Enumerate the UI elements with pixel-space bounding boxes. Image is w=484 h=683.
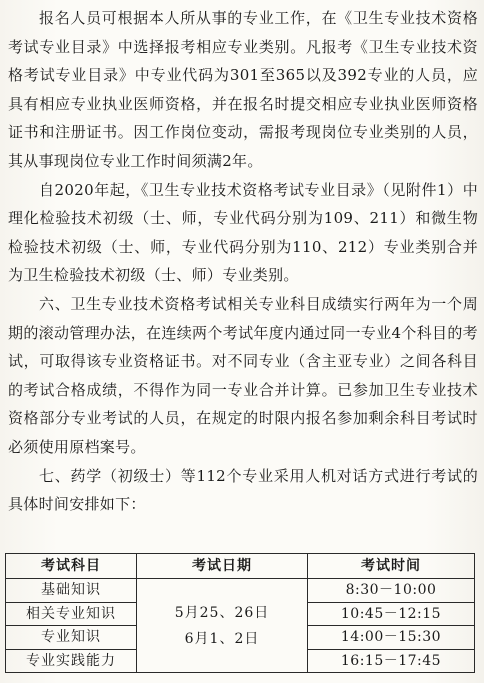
paragraph-section-six: 六、卫生专业技术资格考试相关专业科目成绩实行两年为一个周期的滚动管理办法，在连续两个考试年度内通过同一专业4个科目的考试，可取得该专业资格证书。对不同专业（含主亚专业）之间各科目的考试合格成绩，不得作为同一专业合并计算。已参加卫生专业技术资格部分专业考试的人员，在规定的时限内报名参加剩余科目考试时必须使用原档案号。 xyxy=(8,294,478,456)
date-line: 5月25、26日 xyxy=(174,604,270,621)
subject-cell: 相关专业知识 xyxy=(6,602,137,626)
header-time: 考试时间 xyxy=(308,554,475,579)
time-cell: 14:00－15:30 xyxy=(308,626,475,650)
header-subject: 考试科目 xyxy=(6,554,137,579)
exam-schedule-table-wrap xyxy=(5,553,475,673)
subject-cell: 基础知识 xyxy=(6,579,137,603)
document-body xyxy=(8,4,478,519)
exam-schedule-table xyxy=(5,553,475,673)
subject-cell: 专业知识 xyxy=(6,626,137,650)
subject-cell: 专业实践能力 xyxy=(6,649,137,673)
paragraph-merge-2020: 自2020年起，《卫生专业技术资格考试专业目录》（见附件1）中理化检验技术初级（士、师，专业代码分别为109、211）和微生物检验技术初级（士、师，专业代码分别为110、212）专业类别合并为卫生检验技术初级（士、师）专业类别。 xyxy=(8,180,478,285)
time-cell: 10:45－12:15 xyxy=(308,602,475,626)
date-cell xyxy=(137,579,308,673)
paragraph-registration: 报名人员可根据本人所从事的专业工作，在《卫生专业技术资格考试专业目录》中选择报考相应专业类别。凡报考《卫生专业技术资格考试专业目录》中专业代码为301至365以及392专业的人员，应具有相应专业执业医师资格，并在报名时提交相应专业执业医师资格证书和注册证书。因工作岗位变动，需报考现岗位专业类别的人员，其从事现岗位专业工作时间须满2年。 xyxy=(8,9,478,170)
paragraph-section-seven: 七、药学（初级士）等112个专业采用人机对话方式进行考试的具体时间安排如下： xyxy=(8,466,478,514)
header-date: 考试日期 xyxy=(137,554,308,579)
table-header-row xyxy=(6,554,475,579)
table-row xyxy=(6,579,475,603)
time-cell: 8:30－10:00 xyxy=(308,579,475,603)
date-line: 6月1、2日 xyxy=(184,630,260,647)
time-cell: 16:15－17:45 xyxy=(308,649,475,673)
